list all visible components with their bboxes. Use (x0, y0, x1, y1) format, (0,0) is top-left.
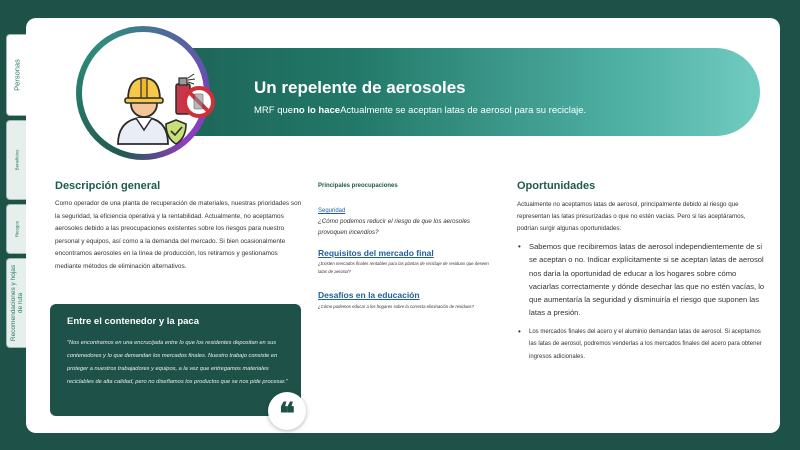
concern-link-requisitos[interactable]: Requisitos del mercado final (318, 248, 434, 258)
concerns-heading: Principales preocupaciones (318, 183, 398, 189)
quote-mark-icon: ❝ (268, 392, 306, 430)
overview-section (55, 180, 303, 273)
page-subtitle: MRF queno lo haceActualmente se aceptan latas de aerosol para su reciclaje. (254, 105, 587, 116)
tab-beneficios-label: Beneficios (14, 149, 19, 171)
tab-beneficios[interactable] (6, 120, 26, 200)
quote-heading: Entre el contenedor y la paca (67, 316, 199, 327)
tab-personas[interactable] (6, 34, 26, 116)
quote-body: "Nos encontramos en una encrucijada entre lo que los residentes depositan en sus contenedores y lo que demandan los mercados finales. Nuestro trabajo consiste en proteger a nuestros trabajadores y equipos, a la vez que entregamos materiales reciclables de alta calidad, pero no diseñamos los productos que se nos pide procesar." (67, 340, 288, 385)
overview-body: Como operador de una planta de recuperación de materiales, nuestras prioridades son la seguridad, la eficiencia operativa y la rentabilidad. Actualmente, no aceptamos aerosoles debido a las preocupaciones existentes sobre los riesgos para nuestro personal y equipos, así como a la demanda del mercado. Si bien ocasionalmente encontramos aerosoles en la línea de producción, los retiramos y gestionamos mediante métodos de eliminación alternativos. (55, 200, 302, 270)
opportunities-list (517, 240, 767, 363)
page-title: Un repelente de aerosoles (254, 78, 466, 97)
list-item: • Los mercados finales del acero y el aluminio demandan latas de aerosol. Si aceptamos las latas de aerosol, podremos venderlas a los mercados finales del acero para obtener ingresos adicionales. (517, 326, 767, 364)
quote-card (50, 304, 301, 416)
tab-riesgos[interactable] (6, 204, 26, 254)
concern-link-seguridad[interactable]: Seguridad (318, 208, 346, 214)
concern-link-desafios[interactable]: Desafíos en la educación (318, 290, 420, 300)
persona-card (26, 18, 780, 433)
list-item: • Sabemos que recibiremos latas de aerosol independientemente de si se aceptan o no. Indicar explícitamente si se aceptan latas de aerosol nos daría la oportunidad de educar a los hogares sobre cómo vaciarlas correctamente y dónde desechar las que no estén vacías, lo que aumentaría la seguridad y disminuiría el riesgo que suponen las latas a presión. (517, 240, 767, 320)
overview-heading: Descripción general (55, 180, 161, 192)
opportunities-section (517, 180, 767, 363)
tab-recomendaciones-label: Recomendaciones y hojas de ruta (9, 264, 24, 342)
opportunities-heading: Oportunidades (517, 180, 596, 192)
tab-personas-label: Personas (12, 59, 21, 91)
concern-question: ¿Cómo podemos reducir el riesgo de que los aerosoles provoquen incendios? (318, 218, 471, 236)
concern-question: ¿Existen mercados finales rentables para las plantas de reciclaje de residuos que deseen latas de aerosol? (318, 261, 489, 274)
opportunities-intro: Actualmente no aceptamos latas de aerosol, principalmente debido al riesgo que representan las latas presurizadas o que no estén vacías. Pero si las aceptáramos, podrían surgir algunas oportunidades: (517, 201, 746, 232)
tab-riesgos-label: Riesgos (14, 220, 19, 238)
concerns-section (318, 183, 498, 311)
concern-question: ¿Cómo podemos educar a los hogares sobre la correcta eliminación de residuos? (318, 304, 474, 309)
worker-with-aerosol-prohibited-icon (106, 64, 218, 152)
tab-recomendaciones[interactable] (6, 258, 26, 348)
